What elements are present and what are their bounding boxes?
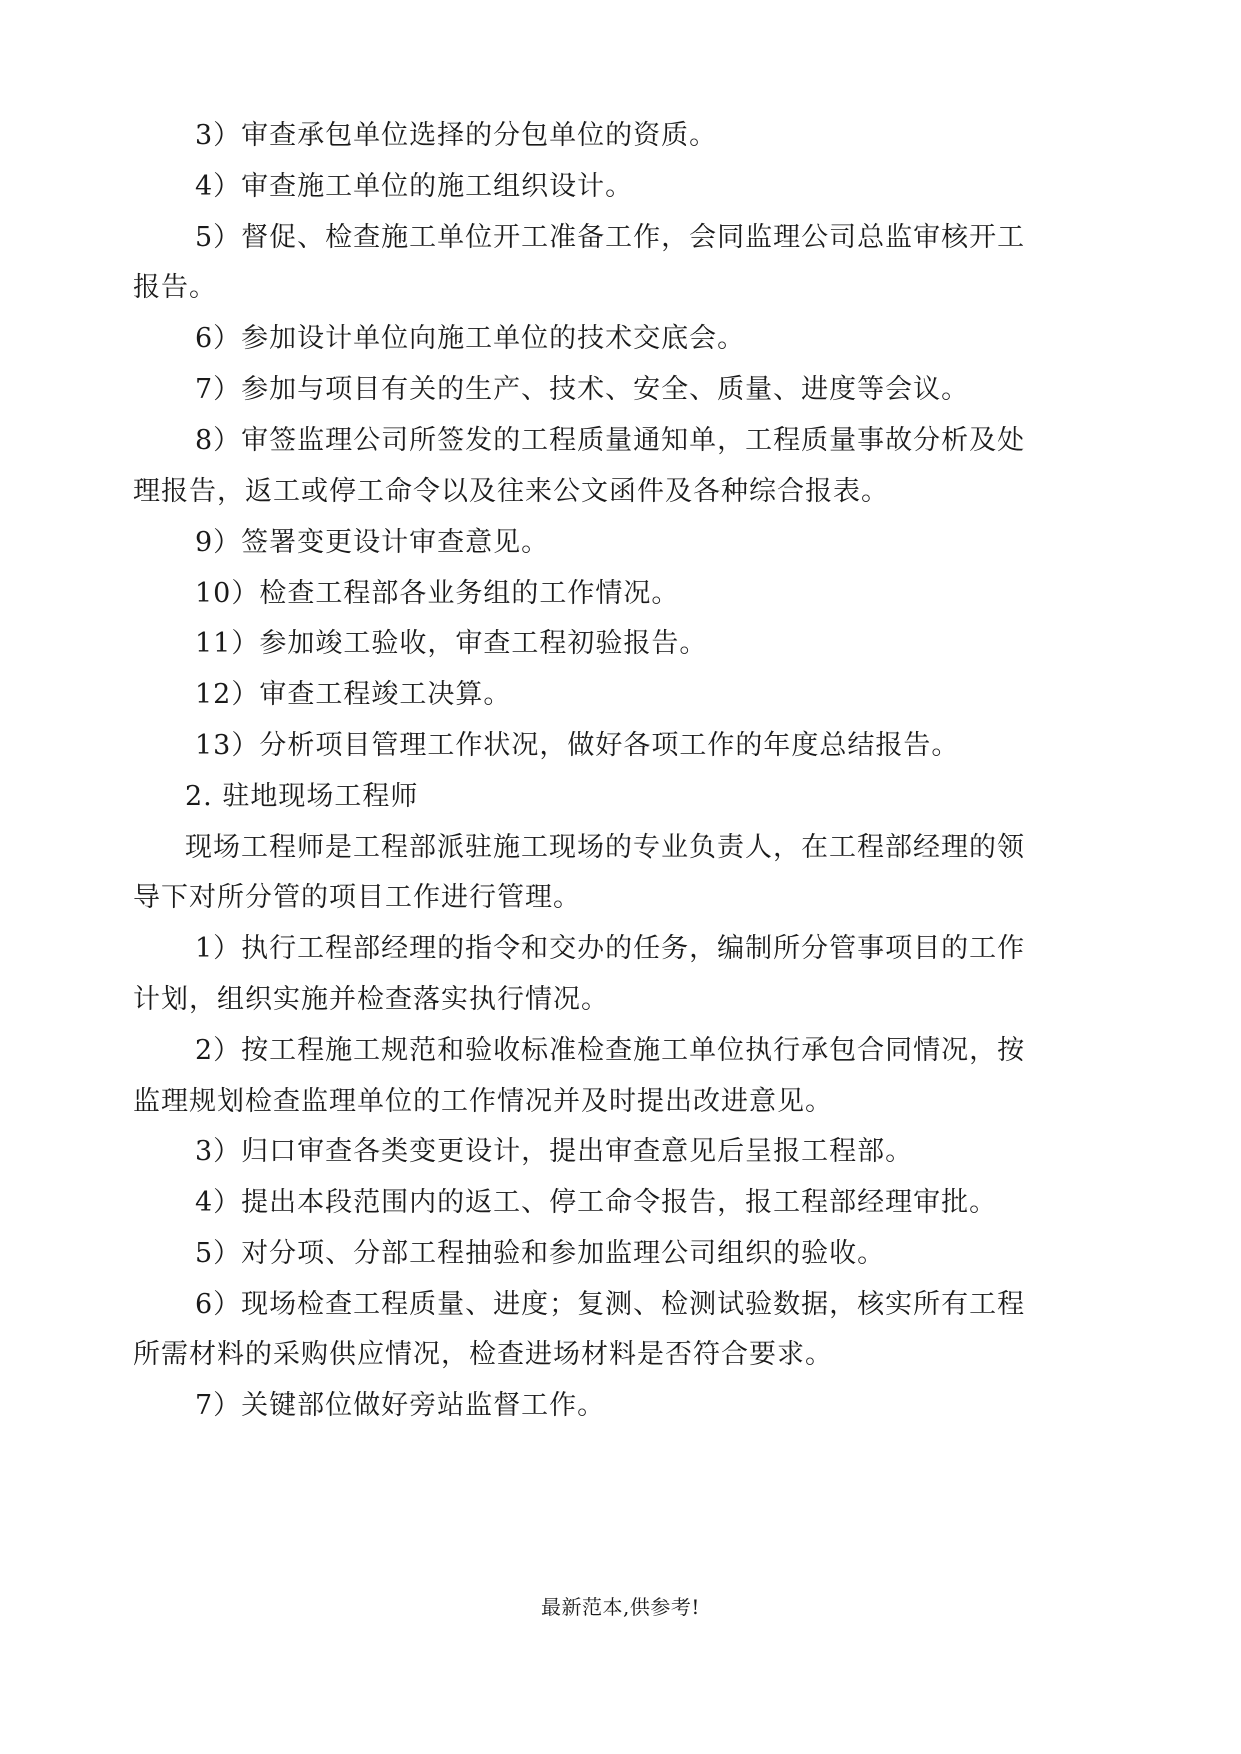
list-item-continuation: 计划，组织实施并检查落实执行情况。 bbox=[133, 984, 609, 1015]
list-item: 10）检查工程部各业务组的工作情况。 bbox=[195, 578, 680, 609]
list-item: 7）参加与项目有关的生产、技术、安全、质量、进度等会议。 bbox=[195, 374, 970, 405]
list-item: 6）参加设计单位向施工单位的技术交底会。 bbox=[195, 323, 746, 354]
paragraph-continuation: 导下对所分管的项目工作进行管理。 bbox=[133, 882, 581, 913]
list-item: 3）审查承包单位选择的分包单位的资质。 bbox=[195, 120, 718, 151]
section-heading: 2. 驻地现场工程师 bbox=[185, 781, 419, 812]
list-item: 9）签署变更设计审查意见。 bbox=[195, 527, 550, 558]
list-item: 3）归口审查各类变更设计，提出审查意见后呈报工程部。 bbox=[195, 1136, 914, 1167]
list-item-continuation: 所需材料的采购供应情况，检查进场材料是否符合要求。 bbox=[133, 1339, 833, 1370]
list-item-continuation: 理报告，返工或停工命令以及往来公文函件及各种综合报表。 bbox=[133, 476, 889, 507]
list-item: 12）审查工程竣工决算。 bbox=[195, 679, 512, 710]
list-item: 6）现场检查工程质量、进度；复测、检测试验数据，核实所有工程 bbox=[195, 1289, 1026, 1320]
page-footer: 最新范本,供参考! bbox=[541, 1595, 700, 1619]
paragraph: 现场工程师是工程部派驻施工现场的专业负责人，在工程部经理的领 bbox=[185, 832, 1025, 863]
list-item: 13）分析项目管理工作状况，做好各项工作的年度总结报告。 bbox=[195, 730, 960, 761]
list-item: 11）参加竣工验收，审查工程初验报告。 bbox=[195, 628, 708, 659]
list-item: 7）关键部位做好旁站监督工作。 bbox=[195, 1390, 606, 1421]
list-item-continuation: 监理规划检查监理单位的工作情况并及时提出改进意见。 bbox=[133, 1086, 833, 1117]
list-item: 1）执行工程部经理的指令和交办的任务，编制所分管事项目的工作 bbox=[195, 933, 1026, 964]
list-item-continuation: 报告。 bbox=[133, 272, 217, 303]
list-item: 5）对分项、分部工程抽验和参加监理公司组织的验收。 bbox=[195, 1238, 886, 1269]
list-item: 8）审签监理公司所签发的工程质量通知单，工程质量事故分析及处 bbox=[195, 425, 1026, 456]
list-item: 4）审查施工单位的施工组织设计。 bbox=[195, 171, 634, 202]
list-item: 4）提出本段范围内的返工、停工命令报告，报工程部经理审批。 bbox=[195, 1187, 998, 1218]
list-item: 2）按工程施工规范和验收标准检查施工单位执行承包合同情况，按 bbox=[195, 1035, 1026, 1066]
list-item: 5）督促、检查施工单位开工准备工作，会同监理公司总监审核开工 bbox=[195, 222, 1026, 253]
